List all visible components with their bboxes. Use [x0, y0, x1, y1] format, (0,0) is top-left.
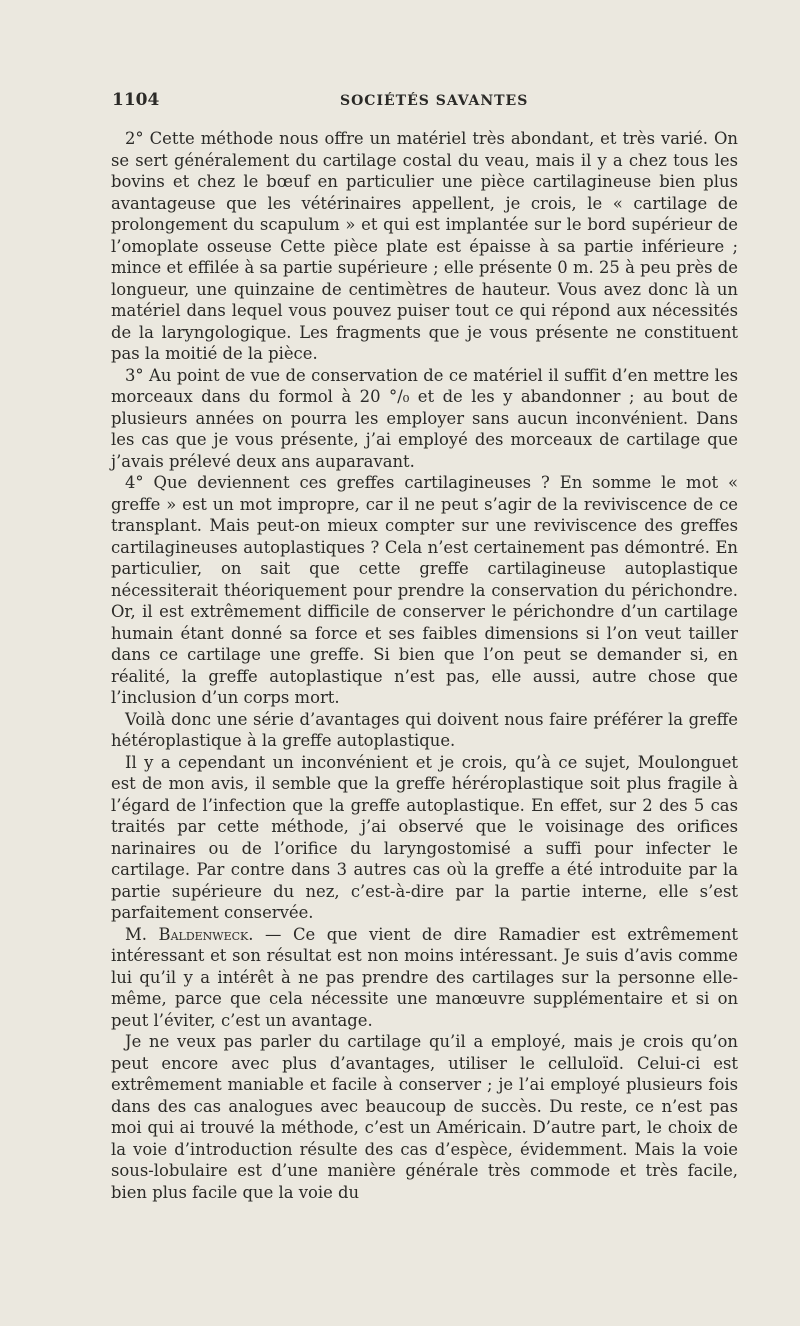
running-title: SOCIÉTÉS SAVANTES: [340, 93, 529, 109]
speaker-paragraph: [111, 924, 738, 1032]
paragraph-3: 3° Au point de vue de conservation de ce matériel il suffit d’en mettre les morceaux dans du formol à 20 °/₀ et de les y abandonner ; au bout de plusieurs années on pourra les employer sans aucun inconvénient. Dans les cas que je vous présente, j’ai employé des morceaux de cartilage que j’avais prélevé deux ans auparavant.: [111, 365, 738, 471]
body-text: [111, 128, 738, 1203]
speaker-text: — Ce que vient de dire Ramadier est extrêmement intéressant et son résultat est non moins intéressant. Je suis d’avis comme lui qu’il y a intérêt à ne pas prendre des cartilages sur la personne elle-même, parce que cela nécessite une manœuvre supplémentaire et si on peut l’éviter, c’est un avantage.: [111, 924, 738, 1030]
paragraph-inconvenient: Il y a cependant un inconvénient et je crois, qu’à ce sujet, Moulonguet est de mon avis, il semble que la greffe héréroplastique soit plus fragile à l’égard de l’infection que la greffe autoplastique. En effet, sur 2 des 5 cas traités par cette méthode, j’ai observé que le voisinage des orifices narinaires ou de l’orifice du laryngostomisé a suffi pour infecter le cartilage. Par contre dans 3 autres cas où la greffe a été introduite par la partie supérieure du nez, c’est-à-dire par la partie interne, elle s’est parfaitement conservée.: [111, 752, 738, 922]
paragraph-4: 4° Que deviennent ces greffes cartilagineuses ? En somme le mot « greffe » est un mot impropre, car il ne peut s’agir de la reviviscence de ce transplant. Mais peut-on mieux compter sur une reviviscence des greffes cartilagineuses autoplastiques ? Cela n’est certainement pas démontré. En particulier, on sait que cette greffe cartilagineuse autoplastique nécessiterait théoriquement pour prendre la conservation du périchondre. Or, il est extrêmement difficile de conserver le périchondre d’un cartilage humain étant donné sa force et ses faibles dimensions si l’on veut tailler dans ce cartilage une greffe. Si bien que l’on peut se demander si, en réalité, la greffe autoplastique n’est pas, elle aussi, autre chose que l’inclusion d’un corps mort.: [111, 473, 738, 707]
paragraph-2: 2° Cette méthode nous offre un matériel très abondant, et très varié. On se sert généralement du cartilage costal du veau, mais il y a chez tous les bovins et chez le bœuf en particulier une pièce cartilagineuse bien plus avantageuse que les vétérinaires appellent, je crois, le « cartilage de prolongement du scapulum » et qui est implantée sur le bord supérieur de l’omoplate osseuse Cette pièce plate est épaisse à sa partie inférieure ; mince et effilée à sa partie supérieure ; elle présente 0 m. 25 à peu près de longueur, une quinzaine de centimètres de hauteur. Vous avez donc là un matériel dans lequel vous pouvez puiser tout ce qui répond aux nécessités de la laryngologique. Les fragments que je vous présente ne constituent pas la moitié de la pièce.: [111, 129, 738, 363]
speaker-name: M. Baldenweck.: [125, 924, 254, 944]
page-number: 1104: [112, 90, 160, 110]
page-header: [0, 90, 800, 118]
paragraph-conclusion: Voilà donc une série d’avantages qui doivent nous faire préférer la greffe hétéroplastique à la greffe autoplastique.: [111, 709, 738, 750]
paragraph-last: Je ne veux pas parler du cartilage qu’il a employé, mais je crois qu’on peut encore avec plus d’avantages, utiliser le celluloïd. Celui-ci est extrêmement maniable et facile à conserver ; je l’ai employé plusieurs fois dans des cas analogues avec beaucoup de succès. Du reste, ce n’est pas moi qui ai trouvé la méthode, c’est un Américain. D’autre part, le choix de la voie d’introduction résulte des cas d’espèce, évidemment. Mais la voie sous-lobulaire est d’une manière générale très commode et très facile, bien plus facile que la voie du: [111, 1032, 738, 1202]
